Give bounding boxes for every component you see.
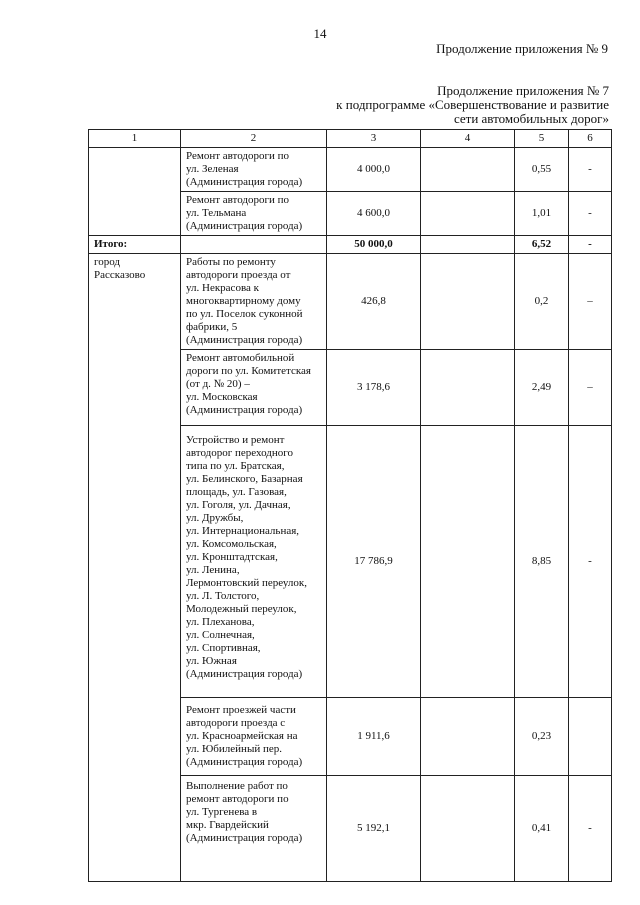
col6-cell bbox=[569, 698, 612, 776]
header-cell: 2 bbox=[181, 130, 327, 148]
appendix-9-continuation: Продолжение приложения № 9 bbox=[436, 41, 608, 56]
work-description: Работы по ремонту автодороги проезда от ул. Некрасова к многоквартирному дому по ул. Поселок суконной фабрики, 5 (Администрация города) bbox=[181, 254, 327, 350]
col6-cell: - bbox=[569, 776, 612, 882]
cost-cell: 1 911,6 bbox=[327, 698, 421, 776]
appendix-7-line-2: к подпрограмме «Совершенствование и развитие bbox=[336, 97, 609, 112]
header-cell: 3 bbox=[327, 130, 421, 148]
work-description: Ремонт автодороги по ул. Зеленая (Администрация города) bbox=[181, 148, 327, 192]
col4-cell bbox=[421, 192, 515, 236]
table-row bbox=[89, 254, 612, 350]
empty-cell bbox=[89, 148, 181, 236]
length-cell: 0,41 bbox=[515, 776, 569, 882]
length-cell: 8,85 bbox=[515, 426, 569, 698]
appendix-table bbox=[88, 129, 612, 882]
length-cell: 2,49 bbox=[515, 350, 569, 426]
appendix-7-line-3: сети автомобильных дорог» bbox=[453, 111, 609, 126]
work-description: Ремонт автомобильной дороги по ул. Комитетская (от д. № 20) – ул. Московская (Администрация города) bbox=[181, 350, 327, 426]
cost-cell: 5 192,1 bbox=[327, 776, 421, 882]
appendix-7-continuation bbox=[336, 84, 609, 126]
total-cost: 50 000,0 bbox=[327, 236, 421, 254]
work-description: Ремонт проезжей части автодороги проезда с ул. Красноармейская на ул. Юбилейный пер. (Администрация города) bbox=[181, 698, 327, 776]
col4-cell bbox=[421, 426, 515, 698]
total-col4 bbox=[421, 236, 515, 254]
header-cell: 4 bbox=[421, 130, 515, 148]
table-row bbox=[89, 148, 612, 192]
col4-cell bbox=[421, 254, 515, 350]
cost-cell: 4 600,0 bbox=[327, 192, 421, 236]
length-cell: 1,01 bbox=[515, 192, 569, 236]
col6-cell: - bbox=[569, 148, 612, 192]
length-cell: 0,55 bbox=[515, 148, 569, 192]
col4-cell bbox=[421, 350, 515, 426]
work-description: Ремонт автодороги по ул. Тельмана (Администрация города) bbox=[181, 192, 327, 236]
col6-cell: – bbox=[569, 350, 612, 426]
cost-cell: 426,8 bbox=[327, 254, 421, 350]
col6-cell: - bbox=[569, 192, 612, 236]
col4-cell bbox=[421, 148, 515, 192]
cost-cell: 4 000,0 bbox=[327, 148, 421, 192]
cost-cell: 17 786,9 bbox=[327, 426, 421, 698]
total-label: Итого: bbox=[89, 236, 181, 254]
total-length: 6,52 bbox=[515, 236, 569, 254]
length-cell: 0,23 bbox=[515, 698, 569, 776]
col4-cell bbox=[421, 776, 515, 882]
header-cell: 6 bbox=[569, 130, 612, 148]
appendix-7-line-1: Продолжение приложения № 7 bbox=[437, 83, 609, 98]
col6-cell: – bbox=[569, 254, 612, 350]
length-cell: 0,2 bbox=[515, 254, 569, 350]
city-name: город Рассказово bbox=[89, 254, 181, 882]
work-description: Устройство и ремонт автодорог переходного типа по ул. Братская, ул. Белинского, Базарная площадь, ул. Газовая, ул. Гоголя, ул. Дачная, ул. Дружбы, ул. Интернациональная, ул. Комсомольская, ул. Кронштадтская, ул. Ленина, Лермонтовский переулок, ул. Л. Толстого, Молодежный переулок, ул. Плеханова, ул. Солнечная, ул. Спортивная, ул. Южная (Администрация города) bbox=[181, 426, 327, 698]
col6-cell: - bbox=[569, 426, 612, 698]
work-description: Выполнение работ по ремонт автодороги по ул. Тургенева в мкр. Гвардейский (Администрация города) bbox=[181, 776, 327, 882]
total-col2 bbox=[181, 236, 327, 254]
cost-cell: 3 178,6 bbox=[327, 350, 421, 426]
header-cell: 1 bbox=[89, 130, 181, 148]
header-cell: 5 bbox=[515, 130, 569, 148]
total-col6: - bbox=[569, 236, 612, 254]
page-number: 14 bbox=[313, 26, 327, 41]
total-row bbox=[89, 236, 612, 254]
header-row bbox=[89, 130, 612, 148]
col4-cell bbox=[421, 698, 515, 776]
